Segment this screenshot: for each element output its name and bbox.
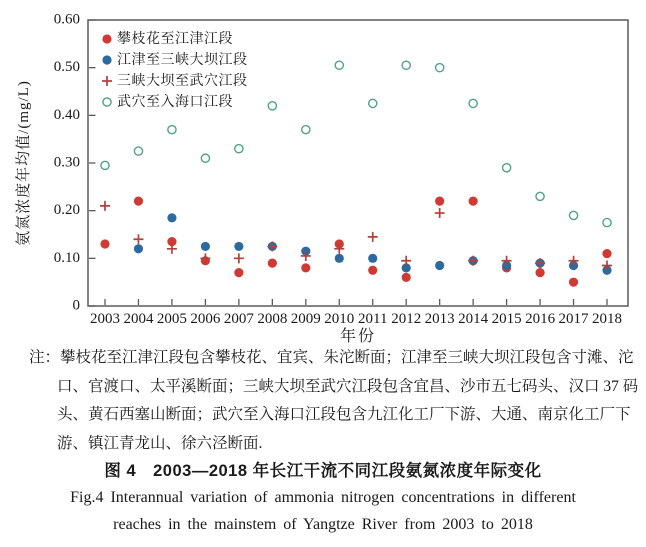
data-point-series-2: [100, 201, 110, 211]
legend-item: [101, 71, 248, 88]
x-tick-label: 2010: [324, 311, 355, 327]
note-line: 游、镇江青龙山、徐六泾断面.: [57, 434, 263, 452]
note-line: 头、黄石西塞山断面；武穴至入海口江段包含九江化工厂下游、大通、南京化工厂下: [57, 406, 631, 423]
data-point-series-0: [100, 239, 109, 248]
data-point-series-2: [468, 256, 478, 266]
x-tick-label: 2004: [123, 311, 154, 327]
legend-item: [101, 50, 248, 67]
x-tick-label: 2011: [358, 311, 388, 327]
data-point-series-3: [302, 126, 310, 134]
x-tick-label: 2018: [592, 311, 623, 327]
data-point-series-0: [535, 268, 544, 277]
figure-caption-en-line1: Fig.4 Interannual variation of ammonia nitrogen concentrations in different: [70, 489, 576, 506]
data-point-series-2: [401, 256, 411, 266]
y-tick-label: 0.50: [53, 59, 80, 76]
note-line: 口、官渡口、太平溪断面；三峡大坝至武穴江段包含宜昌、沙市五七码头、汉口 37 码: [57, 377, 639, 395]
data-point-series-3: [134, 147, 142, 155]
x-tick-label: 2015: [491, 311, 522, 327]
legend-label: 三峡大坝至武穴江段: [117, 73, 248, 89]
data-point-series-0: [602, 249, 611, 258]
data-point-series-0: [368, 266, 377, 275]
data-point-series-2: [267, 241, 277, 251]
data-point-series-1: [368, 254, 377, 263]
data-point-series-3: [603, 218, 611, 226]
legend-marker-plus-icon: [101, 73, 117, 87]
x-tick-label: 2009: [290, 311, 321, 327]
x-tick-label: 2017: [558, 311, 589, 327]
x-tick-label: 2005: [156, 311, 187, 327]
data-point-series-3: [335, 61, 343, 69]
data-point-series-3: [569, 211, 577, 219]
data-point-series-1: [201, 242, 210, 251]
data-point-series-0: [234, 268, 243, 277]
y-tick-label: 0.30: [53, 154, 80, 171]
data-point-series-2: [133, 234, 143, 244]
legend-label: 攀枝花至江津江段: [117, 31, 233, 47]
data-point-series-0: [435, 197, 444, 206]
data-point-series-1: [435, 261, 444, 270]
data-point-series-1: [167, 213, 176, 222]
x-tick-label: 2007: [223, 311, 254, 327]
y-tick-label: 0.40: [53, 106, 80, 123]
data-point-series-2: [535, 258, 545, 268]
y-axis-title-text: 氨氮浓度年均值/(mg/L): [15, 80, 32, 246]
y-tick-label: 0: [72, 297, 80, 314]
data-point-series-3: [503, 164, 511, 172]
legend-marker-open-circle-icon: [101, 94, 117, 108]
figure-title-zh: 图 4 2003—2018 年长江干流不同江段氨氮浓度年际变化: [104, 462, 542, 480]
note-line: 注：攀枝花至江津江段包含攀枝花、宜宾、朱沱断面；江津至三峡大坝江段包含寸滩、沱: [29, 349, 634, 366]
legend-marker-glyph: [102, 76, 112, 86]
x-tick-label: 2006: [190, 311, 221, 327]
data-point-series-1: [335, 254, 344, 263]
legend-item: [101, 92, 248, 109]
y-tick-label: 0.10: [53, 249, 80, 266]
x-tick-label: 2013: [424, 311, 455, 327]
data-point-series-0: [569, 278, 578, 287]
x-axis-title: 年份: [339, 328, 376, 345]
data-point-series-3: [436, 64, 444, 72]
data-point-series-0: [402, 273, 411, 282]
data-point-series-3: [268, 102, 276, 110]
figure-note: [29, 344, 639, 458]
figure-caption-en-line2: reaches in the mainstem of Yangtze River from 2003 to 2018: [113, 516, 533, 533]
data-point-series-3: [536, 192, 544, 200]
legend-marker-glyph: [103, 97, 111, 105]
data-point-series-0: [134, 197, 143, 206]
legend-item: [101, 29, 248, 46]
x-tick-label: 2003: [90, 311, 120, 327]
data-point-series-0: [301, 263, 310, 272]
data-point-series-3: [402, 61, 410, 69]
x-tick-label: 2016: [525, 311, 556, 327]
legend-marker-filled-circle-icon: [101, 52, 117, 66]
data-point-series-2: [368, 232, 378, 242]
legend-marker-filled-circle-icon: [101, 31, 117, 45]
data-point-series-2: [435, 208, 445, 218]
data-point-series-3: [235, 145, 243, 153]
data-point-series-2: [234, 253, 244, 263]
data-point-series-3: [168, 126, 176, 134]
x-tick-label: 2012: [391, 311, 422, 327]
data-point-series-3: [201, 154, 209, 162]
legend-marker-glyph: [102, 55, 111, 64]
data-point-series-1: [234, 242, 243, 251]
data-point-series-3: [369, 99, 377, 107]
x-tick-label: 2008: [257, 311, 288, 327]
data-point-series-3: [469, 99, 477, 107]
data-point-series-0: [469, 197, 478, 206]
x-tick-label: 2014: [458, 311, 489, 327]
legend-marker-glyph: [102, 34, 111, 43]
data-point-series-0: [268, 259, 277, 268]
y-tick-label: 0.60: [53, 11, 80, 28]
data-point-series-1: [134, 244, 143, 253]
y-tick-label: 0.20: [53, 202, 80, 219]
legend-label: 江津至三峡大坝江段: [117, 52, 248, 68]
chart-legend: [101, 29, 248, 109]
data-point-series-3: [101, 161, 109, 169]
legend-label: 武穴至入海口江段: [117, 94, 233, 110]
data-point-series-2: [167, 244, 177, 254]
